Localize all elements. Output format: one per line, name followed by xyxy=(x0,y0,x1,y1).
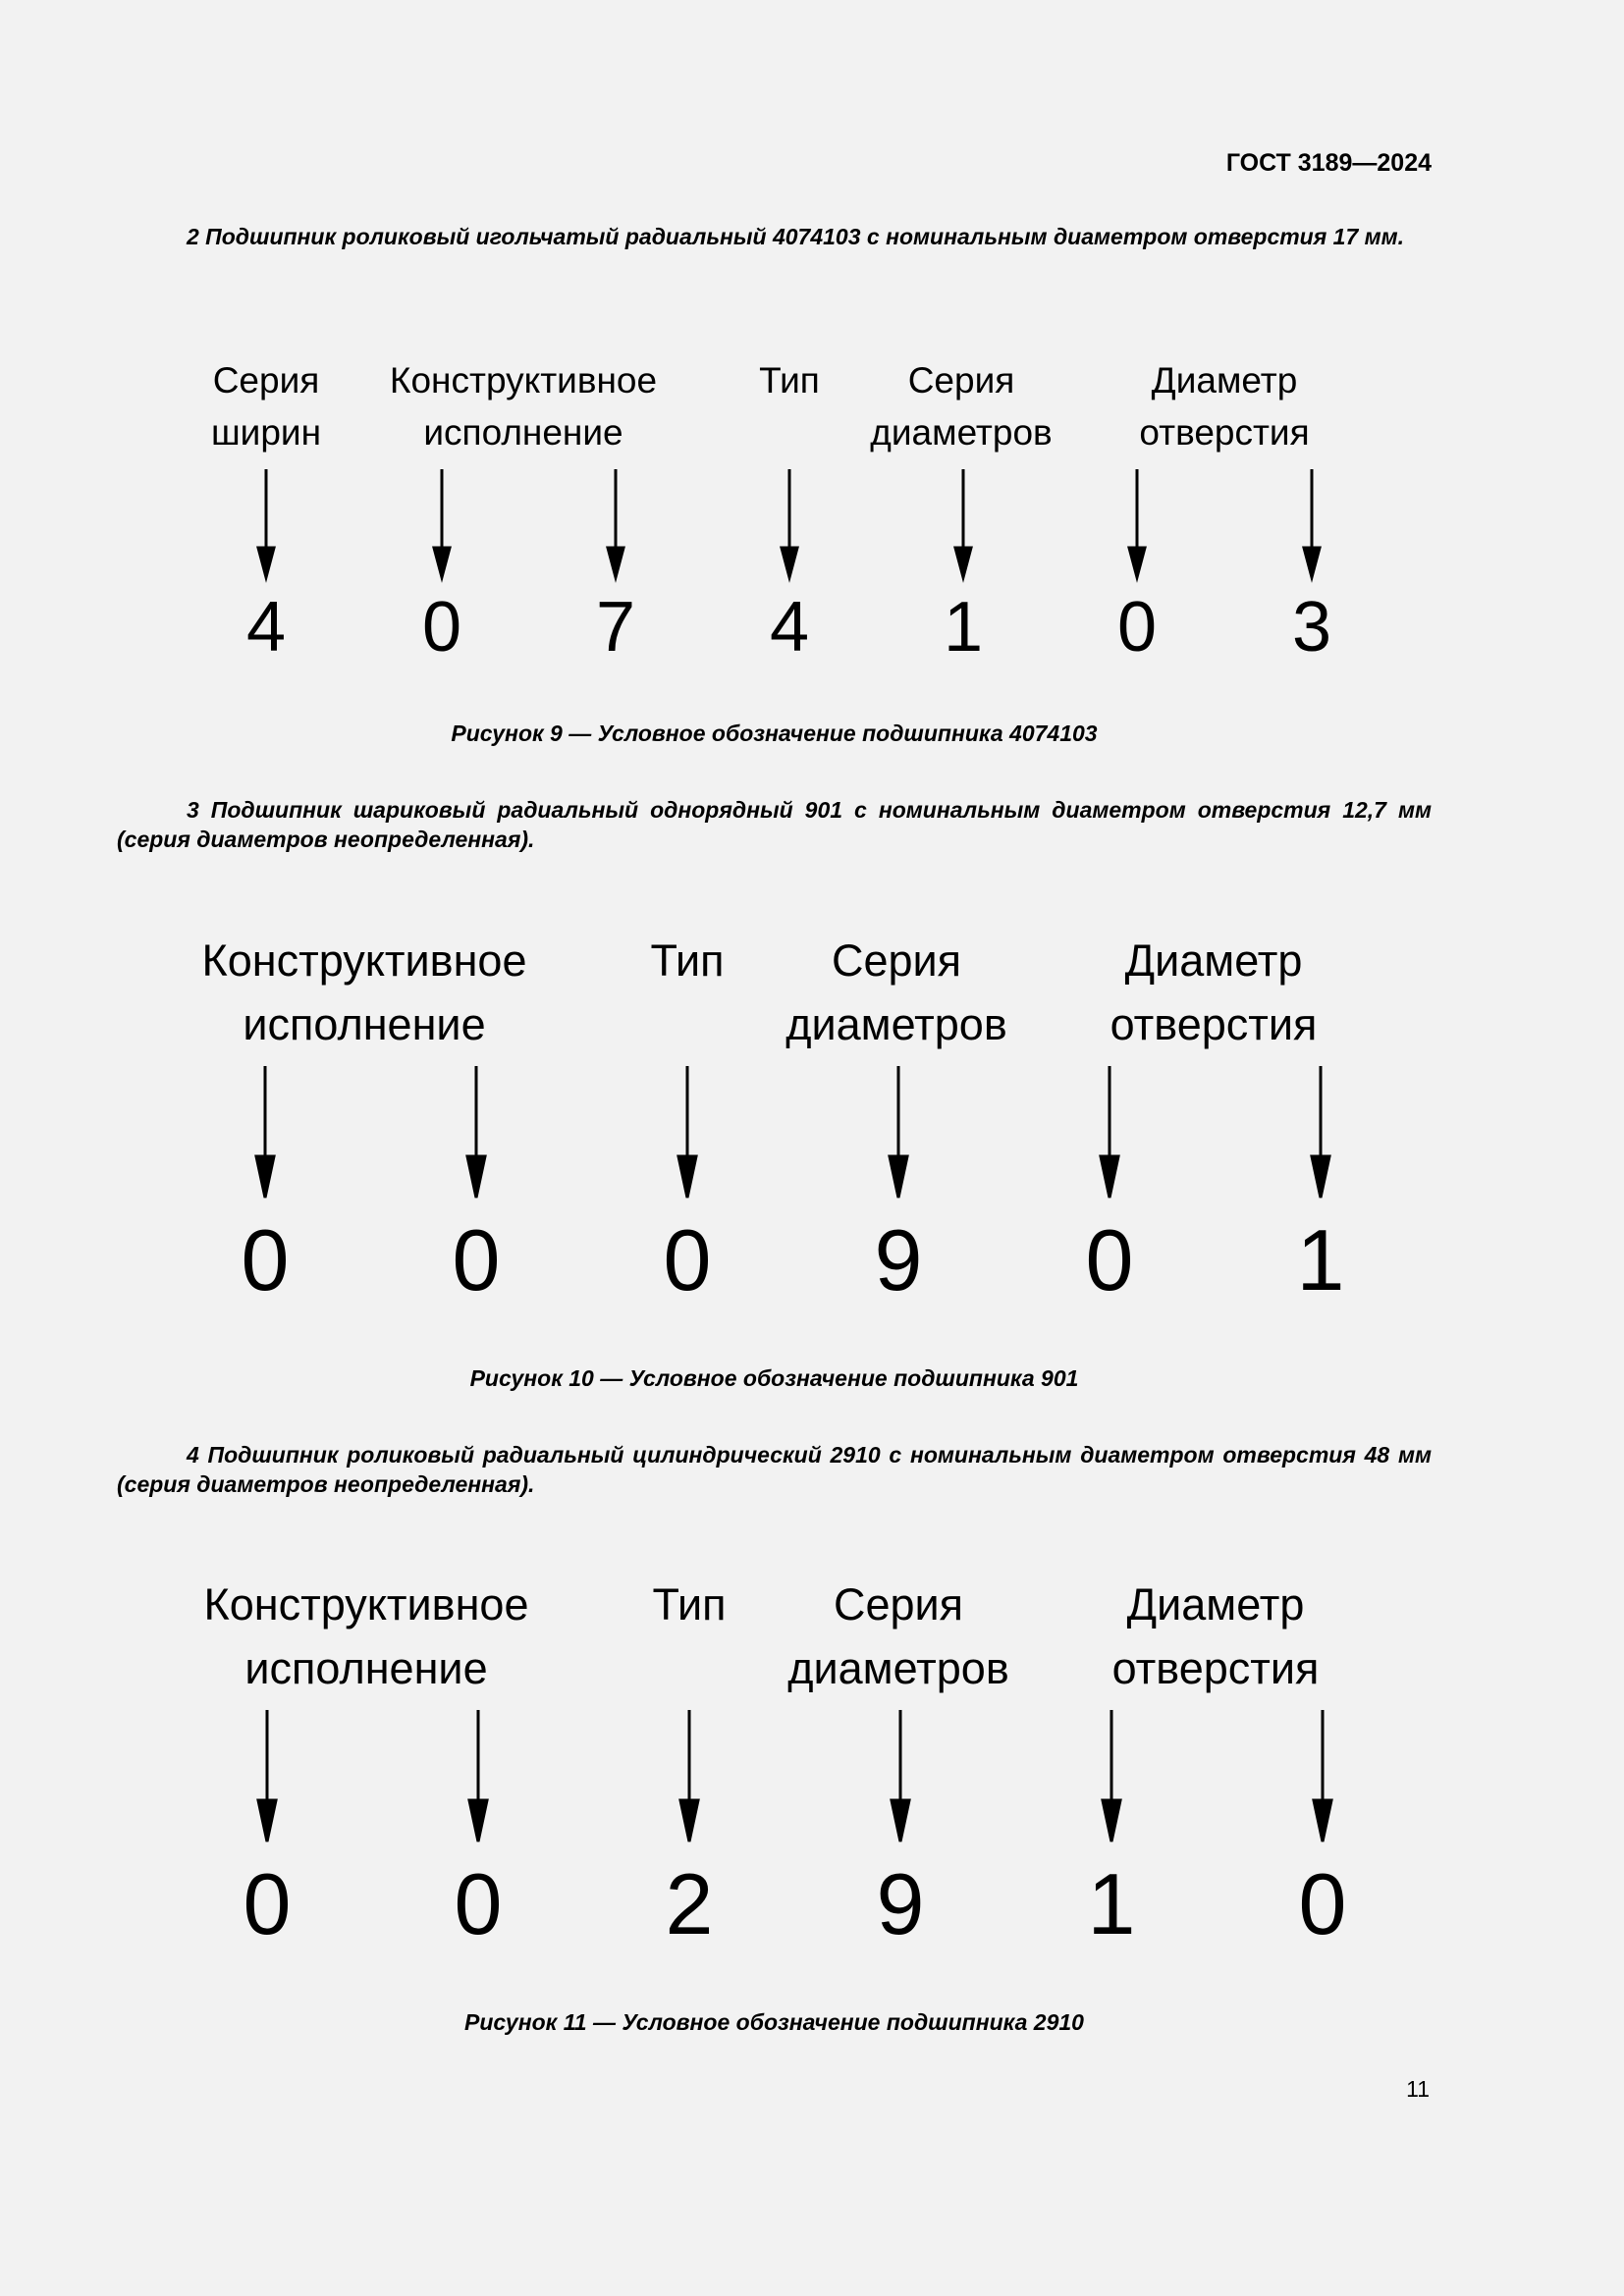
page-number: 11 xyxy=(1406,2076,1430,2102)
figure-10-caption: Рисунок 10 — Условное обозначение подшипника 901 xyxy=(469,1365,1079,1391)
label-design: Конструктивное исполнение xyxy=(389,360,658,453)
label-bore-diameter: Диаметр отверстия xyxy=(1139,360,1310,453)
label-type: Тип xyxy=(759,360,820,400)
example-2-text: 2 Подшипник роликовый игольчатый радиальный 4074103 с номинальным диаметром отверстия 17 мм. xyxy=(187,224,1405,249)
designation-digit: 9 xyxy=(874,1211,923,1308)
designation-digit: 4 xyxy=(769,588,810,667)
designation-digit: 0 xyxy=(1116,588,1158,667)
label-type: Тип xyxy=(650,935,725,986)
designation-digit: 0 xyxy=(1085,1211,1134,1308)
figure-11-arrows xyxy=(0,1706,1624,1848)
designation-digit: 0 xyxy=(241,1211,290,1308)
designation-digit: 1 xyxy=(1087,1855,1136,1952)
arrow-icon xyxy=(258,1710,1331,1842)
designation-digit: 0 xyxy=(243,1855,292,1952)
designation-digit: 0 xyxy=(454,1855,503,1952)
label-design: Конструктивное исполнение xyxy=(203,1579,529,1693)
designation-digit: 4 xyxy=(245,588,287,667)
designation-digit: 7 xyxy=(595,588,636,667)
designation-digit: 2 xyxy=(665,1855,714,1952)
example-4-text: 4 Подшипник роликовый радиальный цилиндрический 2910 с номинальным диаметром отверстия 48 мм (серия диаметров неопределенная). xyxy=(117,1442,1432,1497)
label-diameter-series: Серия диаметров xyxy=(785,935,1007,1049)
designation-digit: 1 xyxy=(1296,1211,1345,1308)
example-3-text: 3 Подшипник шариковый радиальный однорядный 901 с номинальным диаметром отверстия 12,7 мм (серия диаметров неопределенная). xyxy=(117,797,1432,852)
document-header: ГОСТ 3189—2024 xyxy=(1225,149,1432,177)
designation-digit: 0 xyxy=(1298,1855,1347,1952)
designation-digit: 1 xyxy=(943,588,984,667)
label-type: Тип xyxy=(652,1579,727,1629)
designation-digit: 0 xyxy=(663,1211,712,1308)
figure-9-caption: Рисунок 9 — Условное обозначение подшипника 4074103 xyxy=(451,721,1098,746)
designation-digit: 9 xyxy=(876,1855,925,1952)
label-bore-diameter: Диаметр отверстия xyxy=(1111,1579,1320,1693)
designation-digit: 3 xyxy=(1291,588,1332,667)
label-width-series: Серия ширин xyxy=(210,360,322,453)
designation-digit: 0 xyxy=(421,588,462,667)
label-diameter-series: Серия диаметров xyxy=(787,1579,1009,1693)
label-bore-diameter: Диаметр отверстия xyxy=(1110,935,1318,1049)
designation-digit: 0 xyxy=(452,1211,501,1308)
label-diameter-series: Серия диаметров xyxy=(870,360,1053,453)
figure-11-caption: Рисунок 11 — Условное обозначение подшипника 2910 xyxy=(464,2009,1084,2035)
label-design: Конструктивное исполнение xyxy=(201,935,527,1049)
